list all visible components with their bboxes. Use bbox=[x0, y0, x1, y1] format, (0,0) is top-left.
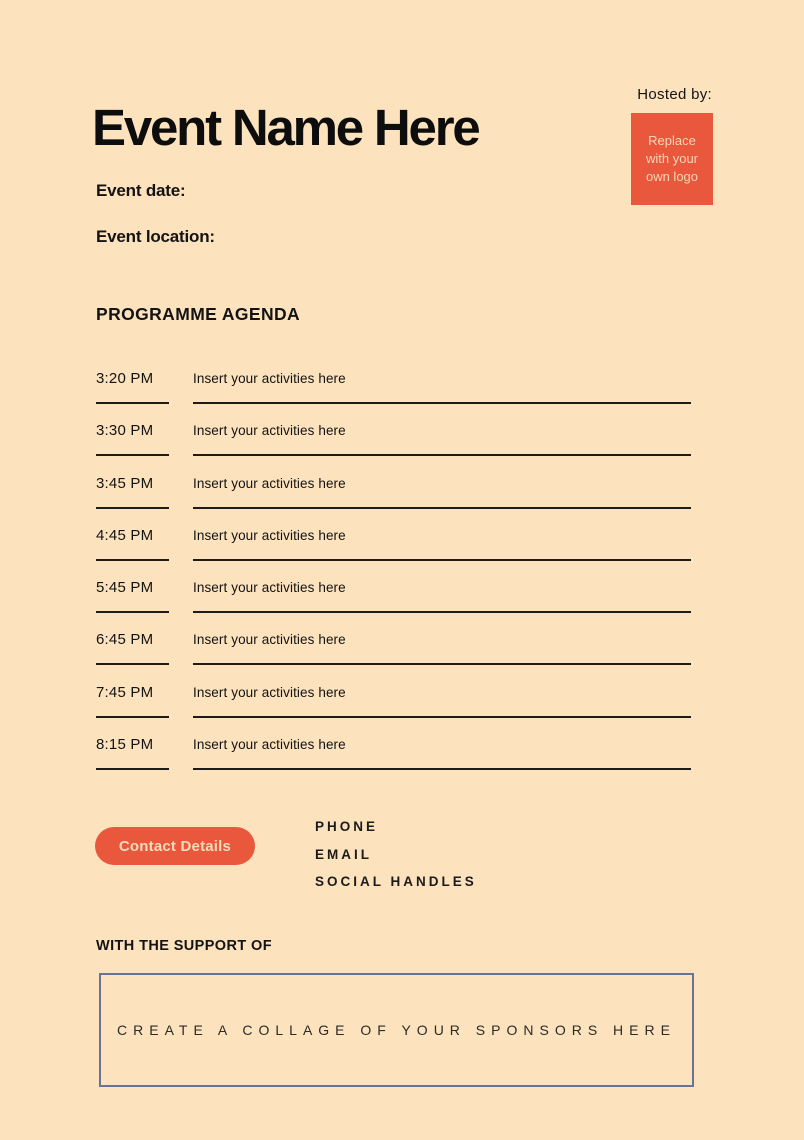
agenda-time: 4:45 PM bbox=[96, 527, 169, 561]
contact-line-email: EMAIL bbox=[315, 846, 372, 862]
agenda-row bbox=[96, 736, 692, 788]
agenda-row bbox=[96, 527, 692, 579]
contact-line-phone: PHONE bbox=[315, 819, 379, 834]
agenda-table bbox=[96, 370, 692, 788]
agenda-activity-placeholder[interactable]: Insert your activities here bbox=[193, 370, 691, 404]
agenda-time: 3:45 PM bbox=[96, 475, 169, 509]
sponsors-heading: WITH THE SUPPORT OF bbox=[96, 938, 272, 954]
agenda-activity-placeholder[interactable]: Insert your activities here bbox=[193, 422, 691, 456]
agenda-time: 7:45 PM bbox=[96, 684, 169, 718]
agenda-time: 6:45 PM bbox=[96, 631, 169, 665]
agenda-time: 3:20 PM bbox=[96, 370, 169, 404]
agenda-activity-placeholder[interactable]: Insert your activities here bbox=[193, 631, 691, 665]
agenda-time: 5:45 PM bbox=[96, 579, 169, 613]
hosted-by-label: Hosted by: bbox=[637, 86, 712, 103]
event-date-label: Event date: bbox=[96, 181, 186, 200]
event-location-label: Event location: bbox=[96, 227, 215, 246]
agenda-row bbox=[96, 579, 692, 631]
agenda-heading: PROGRAMME AGENDA bbox=[96, 304, 301, 324]
agenda-row bbox=[96, 684, 692, 736]
agenda-row bbox=[96, 631, 692, 683]
agenda-activity-placeholder[interactable]: Insert your activities here bbox=[193, 736, 691, 770]
page-title: Event Name Here bbox=[92, 99, 479, 156]
logo-placeholder-text: Replace with your own logo bbox=[645, 133, 699, 184]
contact-details-button[interactable]: Contact Details bbox=[95, 827, 255, 865]
contact-line-social-handles: SOCIAL HANDLES bbox=[315, 874, 477, 889]
logo-placeholder[interactable] bbox=[631, 113, 713, 205]
contact-lines bbox=[315, 813, 477, 896]
agenda-activity-placeholder[interactable]: Insert your activities here bbox=[193, 475, 691, 509]
agenda-row bbox=[96, 370, 692, 422]
agenda-time: 3:30 PM bbox=[96, 422, 169, 456]
sponsor-collage-box[interactable] bbox=[99, 973, 694, 1087]
sponsor-collage-placeholder-text: CREATE A COLLAGE OF YOUR SPONSORS HERE bbox=[117, 1022, 676, 1038]
agenda-activity-placeholder[interactable]: Insert your activities here bbox=[193, 579, 691, 613]
agenda-row bbox=[96, 422, 692, 474]
agenda-row bbox=[96, 475, 692, 527]
agenda-activity-placeholder[interactable]: Insert your activities here bbox=[193, 527, 691, 561]
agenda-time: 8:15 PM bbox=[96, 736, 169, 770]
agenda-activity-placeholder[interactable]: Insert your activities here bbox=[193, 684, 691, 718]
